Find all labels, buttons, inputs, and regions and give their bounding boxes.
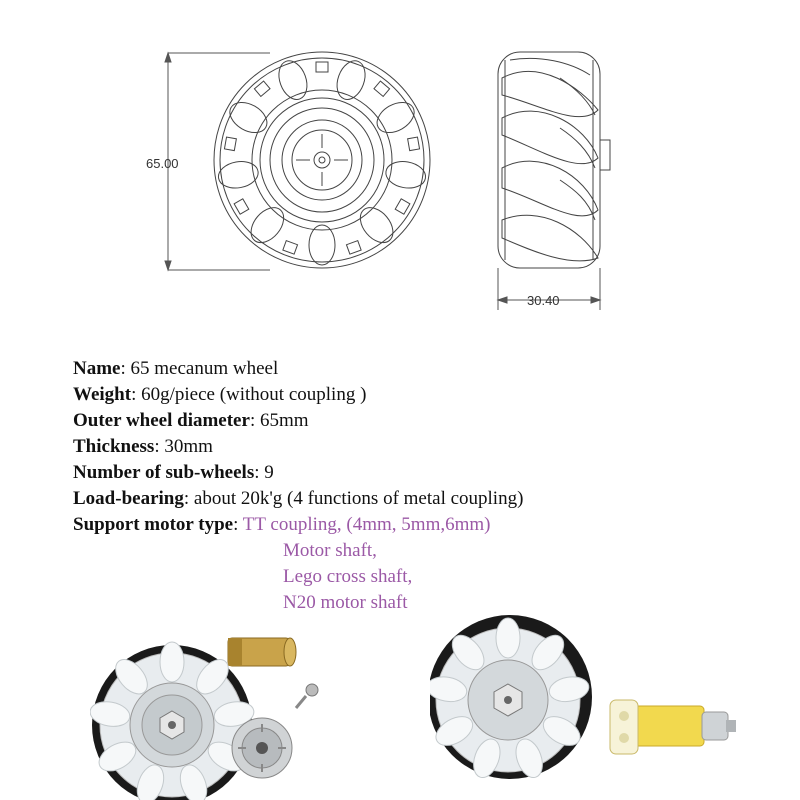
spec-name-value: : 65 mecanum wheel xyxy=(120,358,279,379)
mecanum-wheel-photo xyxy=(430,615,592,781)
spec-diameter-value: : 65mm xyxy=(249,410,309,431)
spec-motor xyxy=(73,512,523,538)
spec-weight-value: : 60g/piece (without coupling ) xyxy=(131,384,367,405)
motor-type-item: TT coupling, (4mm, 5mm,6mm) xyxy=(242,514,491,535)
spec-name xyxy=(73,356,523,382)
diameter-dimension-line xyxy=(165,53,270,270)
brass-coupling xyxy=(228,638,296,666)
thickness-dimension-label: 30.40 xyxy=(527,293,560,308)
spec-load-label: Load-bearing xyxy=(73,488,184,509)
wheel-side-view xyxy=(498,52,610,268)
motor-type-item: Lego cross shaft, xyxy=(283,566,413,587)
hub-disc xyxy=(232,718,292,778)
spec-thickness-label: Thickness xyxy=(73,436,155,457)
spec-list xyxy=(73,356,523,616)
spec-weight xyxy=(73,382,523,408)
motor-type-item: N20 motor shaft xyxy=(283,592,408,613)
spec-name-label: Name xyxy=(73,358,121,379)
diameter-dimension-label: 65.00 xyxy=(146,156,179,171)
wheel-front-view xyxy=(214,52,430,268)
spec-diameter-label: Outer wheel diameter xyxy=(73,410,250,431)
motor-type-item: Motor shaft, xyxy=(283,540,377,561)
spec-subwheels xyxy=(73,460,523,486)
spec-load-value: : about 20k'g (4 functions of metal coupling) xyxy=(183,488,524,509)
product-photo-wheel-motor xyxy=(430,612,760,800)
spec-weight-label: Weight xyxy=(73,384,132,405)
spec-subwheels-value: : 9 xyxy=(254,462,274,483)
spec-subwheels-label: Number of sub-wheels xyxy=(73,462,255,483)
spec-load xyxy=(73,486,523,512)
spec-motor-label: Support motor type xyxy=(73,514,234,535)
screw xyxy=(296,684,318,708)
spec-thickness xyxy=(73,434,523,460)
tt-motor xyxy=(610,700,736,754)
spec-diameter xyxy=(73,408,523,434)
spec-motor-colon: : xyxy=(233,514,243,535)
technical-drawing xyxy=(0,0,800,340)
product-photo-wheel-accessories xyxy=(90,620,350,800)
spec-thickness-value: : 30mm xyxy=(154,436,213,457)
